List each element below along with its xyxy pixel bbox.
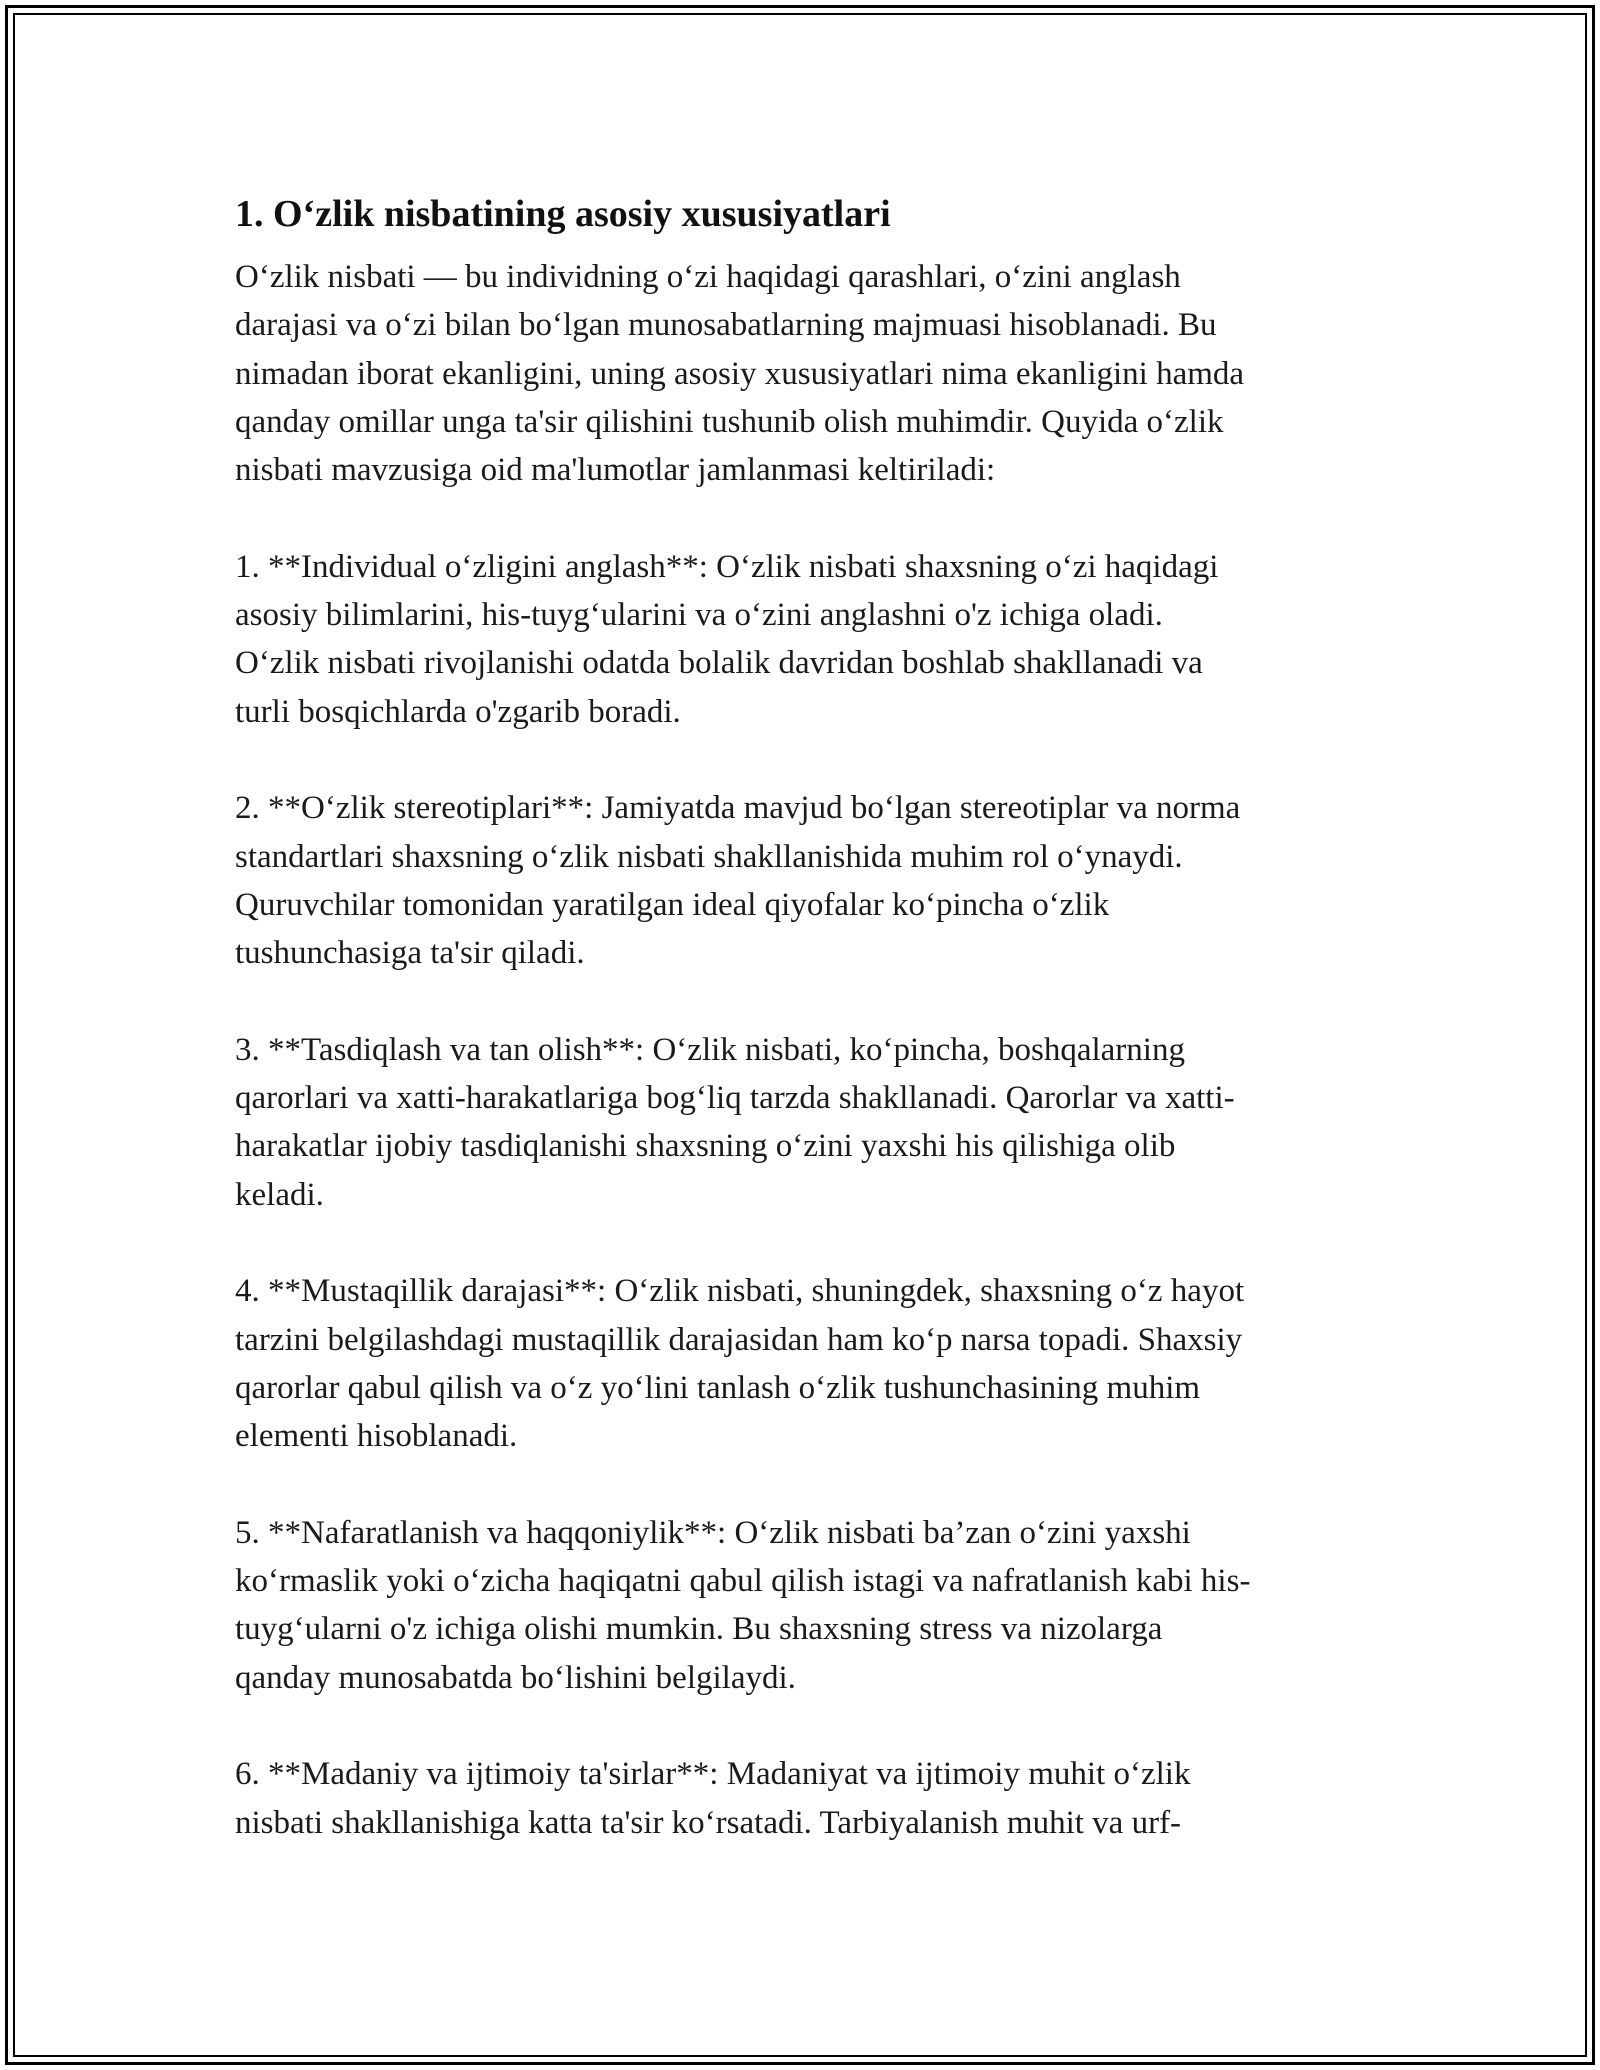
text-line: qanday munosabatda bo‘lishini belgilaydi. bbox=[235, 1659, 796, 1696]
text-line: nisbati mavzusiga oid ma'lumotlar jamlanmasi keltiriladi: bbox=[235, 452, 996, 489]
text-line: Quruvchilar tomonidan yaratilgan ideal qiyofalar ko‘pincha o‘zlik bbox=[235, 886, 1110, 923]
text-line: tushunchasiga ta'sir qiladi. bbox=[235, 935, 585, 972]
list-item bbox=[235, 543, 1365, 736]
list-item bbox=[235, 1267, 1365, 1460]
intro-paragraph bbox=[235, 253, 1365, 494]
text-line: 1. **Individual o‘zligini anglash**: O‘zlik nisbati shaxsning o‘zi haqidagi bbox=[235, 548, 1219, 585]
list-item bbox=[235, 1509, 1365, 1702]
text-line: O‘zlik nisbati rivojlanishi odatda bolalik davridan boshlab shakllanadi va bbox=[235, 645, 1203, 682]
text-line: qarorlari va xatti-harakatlariga bog‘liq tarzda shakllanadi. Qarorlar va xatti- bbox=[235, 1080, 1235, 1117]
text-line: asosiy bilimlarini, his-tuyg‘ularini va o‘zini anglashni o'z ichiga oladi. bbox=[235, 597, 1163, 634]
text-line: 3. **Tasdiqlash va tan olish**: O‘zlik nisbati, ko‘pincha, boshqalarning bbox=[235, 1031, 1185, 1068]
list-item bbox=[235, 1026, 1365, 1219]
section-heading: 1. O‘zlik nisbatining asosiy xususiyatlari bbox=[235, 193, 891, 235]
text-line: harakatlar ijobiy tasdiqlanishi shaxsning o‘zini yaxshi his qilishiga olib bbox=[235, 1128, 1176, 1165]
text-line: nisbati shakllanishiga katta ta'sir ko‘rsatadi. Tarbiyalanish muhit va urf- bbox=[235, 1804, 1182, 1841]
text-line: darajasi va o‘zi bilan bo‘lgan munosabatlarning majmuasi hisoblanadi. Bu bbox=[235, 307, 1217, 344]
text-line: elementi hisoblanadi. bbox=[235, 1418, 518, 1455]
text-line: turli bosqichlarda o'zgarib boradi. bbox=[235, 693, 681, 730]
text-line: keladi. bbox=[235, 1176, 324, 1213]
text-line: 4. **Mustaqillik darajasi**: O‘zlik nisbati, shuningdek, shaxsning o‘z hayot bbox=[235, 1273, 1245, 1310]
text-line: O‘zlik nisbati — bu individning o‘zi haqidagi qarashlari, o‘zini anglash bbox=[235, 259, 1181, 295]
list-item bbox=[235, 1750, 1365, 1847]
text-line: 5. **Nafaratlanish va haqqoniylik**: O‘zlik nisbati ba’zan o‘zini yaxshi bbox=[235, 1514, 1191, 1551]
text-line: standartlari shaxsning o‘zlik nisbati shakllanishida muhim rol o‘ynaydi. bbox=[235, 838, 1183, 875]
list-item bbox=[235, 784, 1365, 977]
text-line: 2. **O‘zlik stereotiplari**: Jamiyatda mavjud bo‘lgan stereotiplar va norma bbox=[235, 790, 1241, 827]
text-line: nimadan iborat ekanligini, uning asosiy xususiyatlari nima ekanligini hamda bbox=[235, 355, 1245, 392]
text-line: 6. **Madaniy va ijtimoiy ta'sirlar**: Madaniyat va ijtimoiy muhit o‘zlik bbox=[235, 1756, 1191, 1793]
document-body bbox=[235, 185, 1365, 1847]
text-line: tarzini belgilashdagi mustaqillik darajasidan ham ko‘p narsa topadi. Shaxsiy bbox=[235, 1321, 1243, 1358]
text-line: tuyg‘ularni o'z ichiga olishi mumkin. Bu shaxsning stress va nizolarga bbox=[235, 1611, 1163, 1648]
text-line: qanday omillar unga ta'sir qilishini tushunib olish muhimdir. Quyida o‘zlik bbox=[235, 403, 1224, 440]
text-line: qarorlar qabul qilish va o‘z yo‘lini tanlash o‘zlik tushunchasining muhim bbox=[235, 1369, 1201, 1406]
text-line: ko‘rmaslik yoki o‘zicha haqiqatni qabul qilish istagi va nafratlanish kabi his- bbox=[235, 1563, 1251, 1600]
